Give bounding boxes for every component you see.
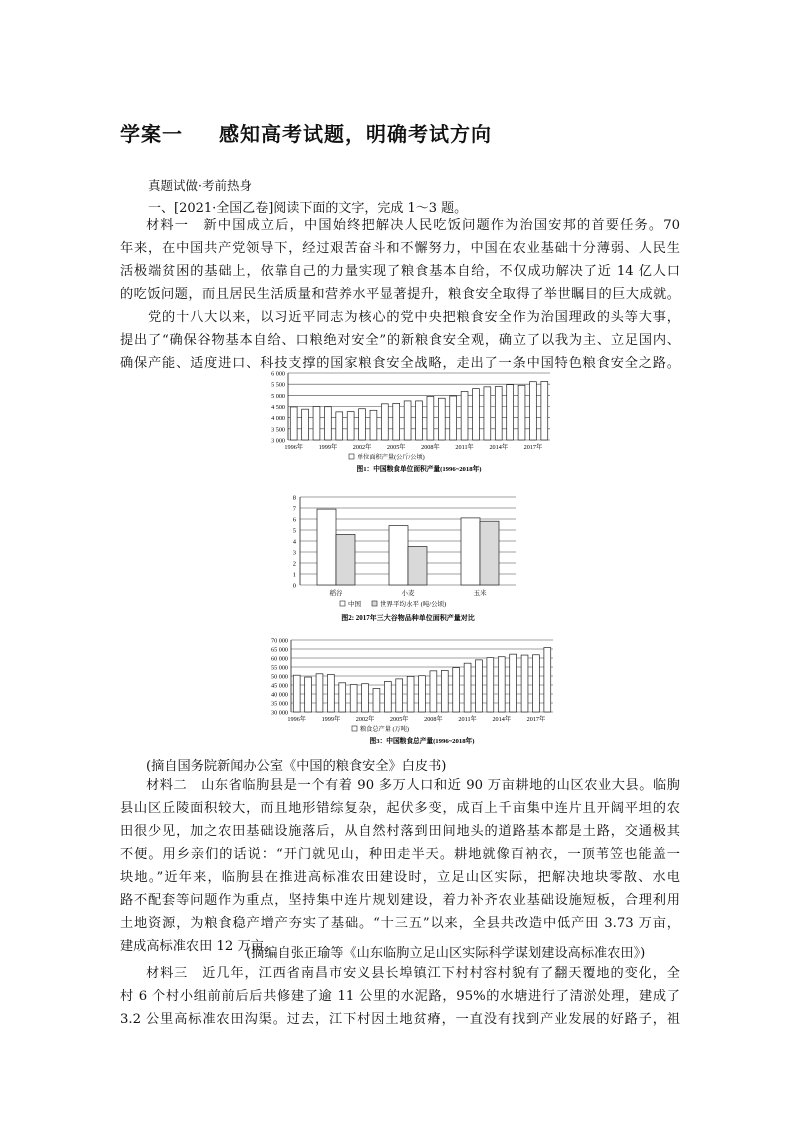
legend-label: 单位面积产量(公斤/公顷) [357,454,425,461]
bar [430,671,437,712]
bar [498,657,505,712]
bar-world [336,534,355,585]
para3-line4: 不便。用乡亲们的话说：“开门就见山，种田走半天。耕地就像百衲衣，一顶苇笠也能盖一 [120,847,680,862]
bar [350,685,357,712]
bar [302,409,309,440]
legend-swatch-china [340,601,345,606]
y-tick-label: 3 500 [271,426,285,434]
chart-title: 图2: 2017年三大谷物品种单位面积产量对比 [341,614,475,622]
y-tick-label: 4 000 [271,415,285,423]
x-tick-label: 2011年 [458,716,477,723]
bar [381,404,388,440]
y-tick-label: 4 [292,538,296,546]
y-tick-label: 5 000 [271,392,285,400]
source-1: (摘自国务院新闻办公室《中国的粮食安全》白皮书) [146,759,447,774]
para1-line2: 年来，在中国共产党领导下，经过艰苦奋斗和不懈努力，中国在农业基础十分薄弱、人民生 [120,241,680,256]
bar [362,684,369,712]
legend-label-world: 世界平均水平 (吨/公顷) [380,601,447,608]
bar [529,382,536,440]
bar-china [461,518,480,585]
bar [327,674,334,712]
x-tick-label: 1999年 [321,716,341,723]
x-tick-label: 小麦 [401,590,415,597]
para2-line1: 党的十八大以来，以习近平同志为核心的党中央把粮食安全作为治国理政的头等大事， [120,310,680,325]
bar [305,677,312,712]
bar [438,398,445,440]
chart-title: 图3：中国粮食总产量(1996~2018年) [369,738,475,745]
x-tick-label: 1999年 [318,444,338,451]
chart-1 [250,366,560,482]
para2-line2: 提出了“确保谷物基本自给、口粮绝对安全”的新粮食安全观，确立了以我为主、立足国内、 [120,333,680,348]
bar [427,396,434,440]
source-2: (摘编自张正瑜等《山东临朐立足山区实际科学谋划建设高标准农田》) [246,946,646,961]
y-tick-label: 3 [292,549,296,557]
y-tick-label: 55 000 [270,664,288,672]
bar [396,679,403,712]
para4-line2: 村 6 个村小组前前后后共修建了逾 11 公里的水泥路，95%的水塘进行了清淤处理，建成了 [120,989,680,1004]
para3-line3: 田很少见，加之农田基础设施落后，从自然村落到田间地头的道路基本都是土路，交通极其 [120,824,680,839]
x-tick-label: 1996年 [284,444,303,451]
x-tick-label: 2008年 [421,444,440,451]
y-tick-label: 7 [292,505,296,513]
y-tick-label: 60 000 [270,655,288,663]
x-tick-label: 稻谷 [329,590,343,597]
x-tick-label: 2002年 [352,444,372,451]
x-tick-label: 玉米 [473,590,487,597]
para2-line3: 确保产能、适度进口、科技支撑的国家粮食安全战略，走出了一条中国特色粮食安全之路。 [120,356,680,371]
bar [484,387,491,440]
title-part1: 学案一 [120,122,183,146]
x-tick-label: 2017年 [523,444,543,451]
chart-2 [270,490,530,622]
bar [510,654,517,712]
bar [313,407,320,441]
y-tick-label: 8 [292,494,296,502]
bar [450,396,457,440]
bar [453,668,460,712]
legend-swatch-world [372,601,377,606]
y-tick-label: 70 000 [270,637,288,645]
bar [473,389,480,440]
para1-line1: 材料一 新中国成立后，中国始终把解决人民吃饭问题作为治国安邦的首要任务。70 [146,218,680,233]
bar [518,385,525,440]
para3-line5: 块地。”近年来，临朐县在推进高标准农田建设时，立足山区实际，把解决地块零散、水电 [120,870,680,885]
para4-line3: 3.2 公里高标准农田沟渠。过去，江下村因土地贫瘠，一直没有找到产业发展的好路子，祖 [120,1012,680,1027]
bar [404,401,411,440]
y-tick-label: 5 500 [271,381,285,389]
y-tick-label: 6 000 [271,370,285,378]
chart-3 [245,633,565,753]
y-tick-label: 65 000 [270,646,288,654]
y-tick-label: 6 [292,516,296,524]
y-tick-label: 0 [292,582,296,590]
question-intro: 一、[2021·全国乙卷]阅读下面的文字，完成 1～3 题。 [148,201,468,216]
bar-china [389,526,408,585]
page-title [120,118,492,147]
x-tick-label: 2005年 [386,444,406,451]
x-tick-label: 2005年 [389,716,409,723]
bar [290,407,297,440]
y-tick-label: 4 500 [271,404,285,411]
x-tick-label: 1996年 [287,716,306,723]
para1-line3: 活极端贫困的基础上，依靠自己的力量实现了粮食基本自给，不仅成功解决了近 14 亿人口 [120,264,680,279]
bar [521,655,528,712]
bar-world [480,521,499,585]
legend-swatch [349,454,354,459]
legend-swatch [352,726,357,731]
y-tick-label: 1 [292,571,296,579]
bar [419,676,426,712]
bar [373,688,380,712]
section-label: 真题试做·考前热身 [148,178,252,193]
y-tick-label: 5 [292,527,296,535]
para3-line6: 路不配套等问题作为重点，坚持集中连片规划建设，着力补齐农业基础设施短板，合理利用 [120,893,680,908]
title-part2: 感知高考试题，明确考试方向 [219,122,492,146]
bar [359,409,366,440]
y-tick-label: 45 000 [270,682,288,690]
bar [544,648,551,712]
bar [370,410,377,440]
bar [347,412,354,440]
x-tick-label: 2017年 [526,716,546,723]
x-tick-label: 2011年 [455,444,474,451]
bar [393,403,400,440]
bar [416,401,423,440]
para4-line1: 材料三 近几年，江西省南昌市安义县长埠镇江下村村容村貌有了翻天覆地的变化，全 [146,966,680,981]
para1-line4: 的吃饭问题，而且居民生活质量和营养水平显著提升，粮食安全取得了举世瞩目的巨大成就。 [120,287,680,302]
y-tick-label: 50 000 [270,673,288,681]
bar [316,674,323,712]
y-tick-label: 35 000 [270,700,288,708]
y-tick-label: 30 000 [270,709,288,717]
legend-label-china: 中国 [348,601,361,608]
para3-line7: 土地资源，为粮食稳产增产夯实了基础。“十三五”以来，全县共改造中低产田 3.73 万亩， [120,916,680,931]
y-tick-label: 3 000 [271,437,285,445]
bar-world [408,547,427,586]
bar [384,681,391,712]
bar [532,655,539,712]
x-tick-label: 2008年 [424,716,443,723]
para3-line1: 材料二 山东省临朐县是一个有着 90 多万人口和近 90 万亩耕地的山区农业大县。临朐 [146,778,680,793]
x-tick-label: 2002年 [355,716,375,723]
y-tick-label: 40 000 [270,691,288,699]
bar [339,683,346,712]
bar [407,676,414,712]
bar [476,660,483,712]
bar [336,412,343,440]
para3-line2: 县山区丘陵面积较大，而且地形错综复杂，起伏多变，成百上千亩集中连片且开阔平坦的农 [120,801,680,816]
para3-line8: 建成高标准农田 12 万亩。 [120,939,278,954]
x-tick-label: 2014年 [489,444,509,451]
bar [495,387,502,440]
bar [293,675,300,712]
bar [464,663,471,712]
legend-label: 粮食总产量 (万吨) [360,726,409,733]
chart-title: 图1：中国粮食单位面积产量(1996~2018年) [356,466,482,473]
bar [441,670,448,712]
bar [461,392,468,440]
bar [324,407,331,440]
bar [487,658,494,712]
bar [507,385,514,440]
y-tick-label: 2 [292,560,296,568]
bar-china [317,509,336,585]
bar [541,381,548,440]
x-tick-label: 2014年 [492,716,512,723]
